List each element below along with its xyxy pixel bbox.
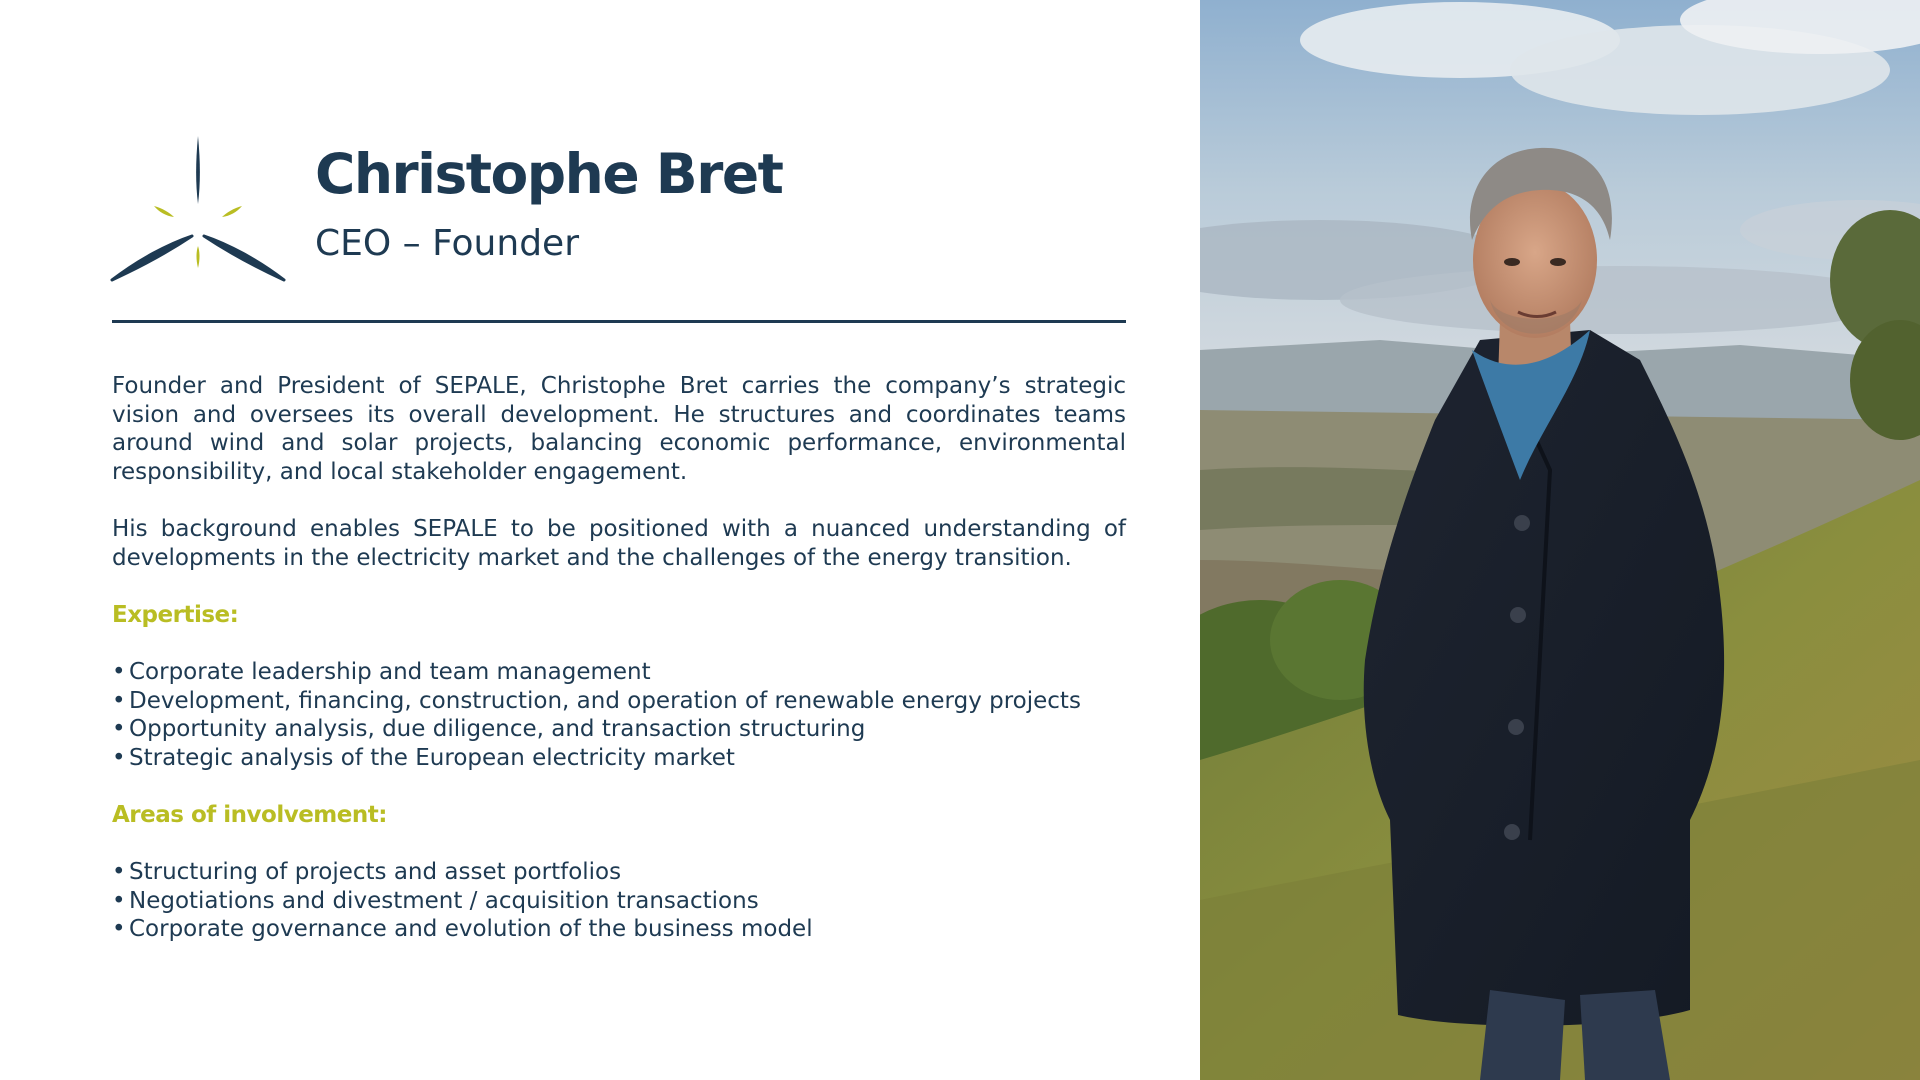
- list-item: [112, 887, 1126, 916]
- list-item-text: Corporate governance and evolution of the business model: [129, 916, 813, 943]
- profile-role: CEO – Founder: [315, 223, 579, 264]
- bullet: •: [112, 744, 126, 771]
- list-item: [112, 744, 1126, 773]
- list-item-text: Development, financing, construction, and operation of renewable energy projects: [129, 687, 1081, 714]
- bullet: •: [112, 716, 126, 743]
- expertise-heading: Expertise:: [112, 601, 239, 628]
- list-item: [112, 687, 1126, 716]
- expertise-list: [112, 658, 1126, 772]
- portrait-photo: [1200, 0, 1920, 1080]
- wind-turbine-logo-icon: [108, 132, 288, 284]
- profile-name: Christophe Bret: [315, 142, 783, 206]
- bullet: •: [112, 687, 126, 714]
- list-item-text: Corporate leadership and team management: [129, 658, 651, 685]
- header-divider: [112, 320, 1126, 323]
- list-item: [112, 858, 1126, 887]
- bullet: •: [112, 859, 126, 886]
- list-item-text: Negotiations and divestment / acquisition transactions: [129, 887, 759, 914]
- profile-content: [112, 372, 1126, 972]
- list-item: [112, 715, 1126, 744]
- bullet: •: [112, 658, 126, 685]
- involvement-heading: Areas of involvement:: [112, 801, 387, 828]
- bullet: •: [112, 916, 126, 943]
- bullet: •: [112, 887, 126, 914]
- list-item-text: Structuring of projects and asset portfolios: [129, 859, 622, 886]
- list-item-text: Strategic analysis of the European electricity market: [129, 744, 735, 771]
- list-item-text: Opportunity analysis, due diligence, and transaction structuring: [129, 716, 866, 743]
- list-item: [112, 915, 1126, 944]
- bio-paragraph-1: Founder and President of SEPALE, Christophe Bret carries the company’s strategic vision and oversees its overall development. He structures and coordinates teams around wind and solar projects, balancing economic performance, environmental responsibility, and local stakeholder engagement.: [112, 373, 1126, 485]
- involvement-list: [112, 858, 1126, 944]
- list-item: [112, 658, 1126, 687]
- bio-paragraph-2: His background enables SEPALE to be positioned with a nuanced understanding of developments in the electricity market and the challenges of the energy transition.: [112, 515, 1126, 571]
